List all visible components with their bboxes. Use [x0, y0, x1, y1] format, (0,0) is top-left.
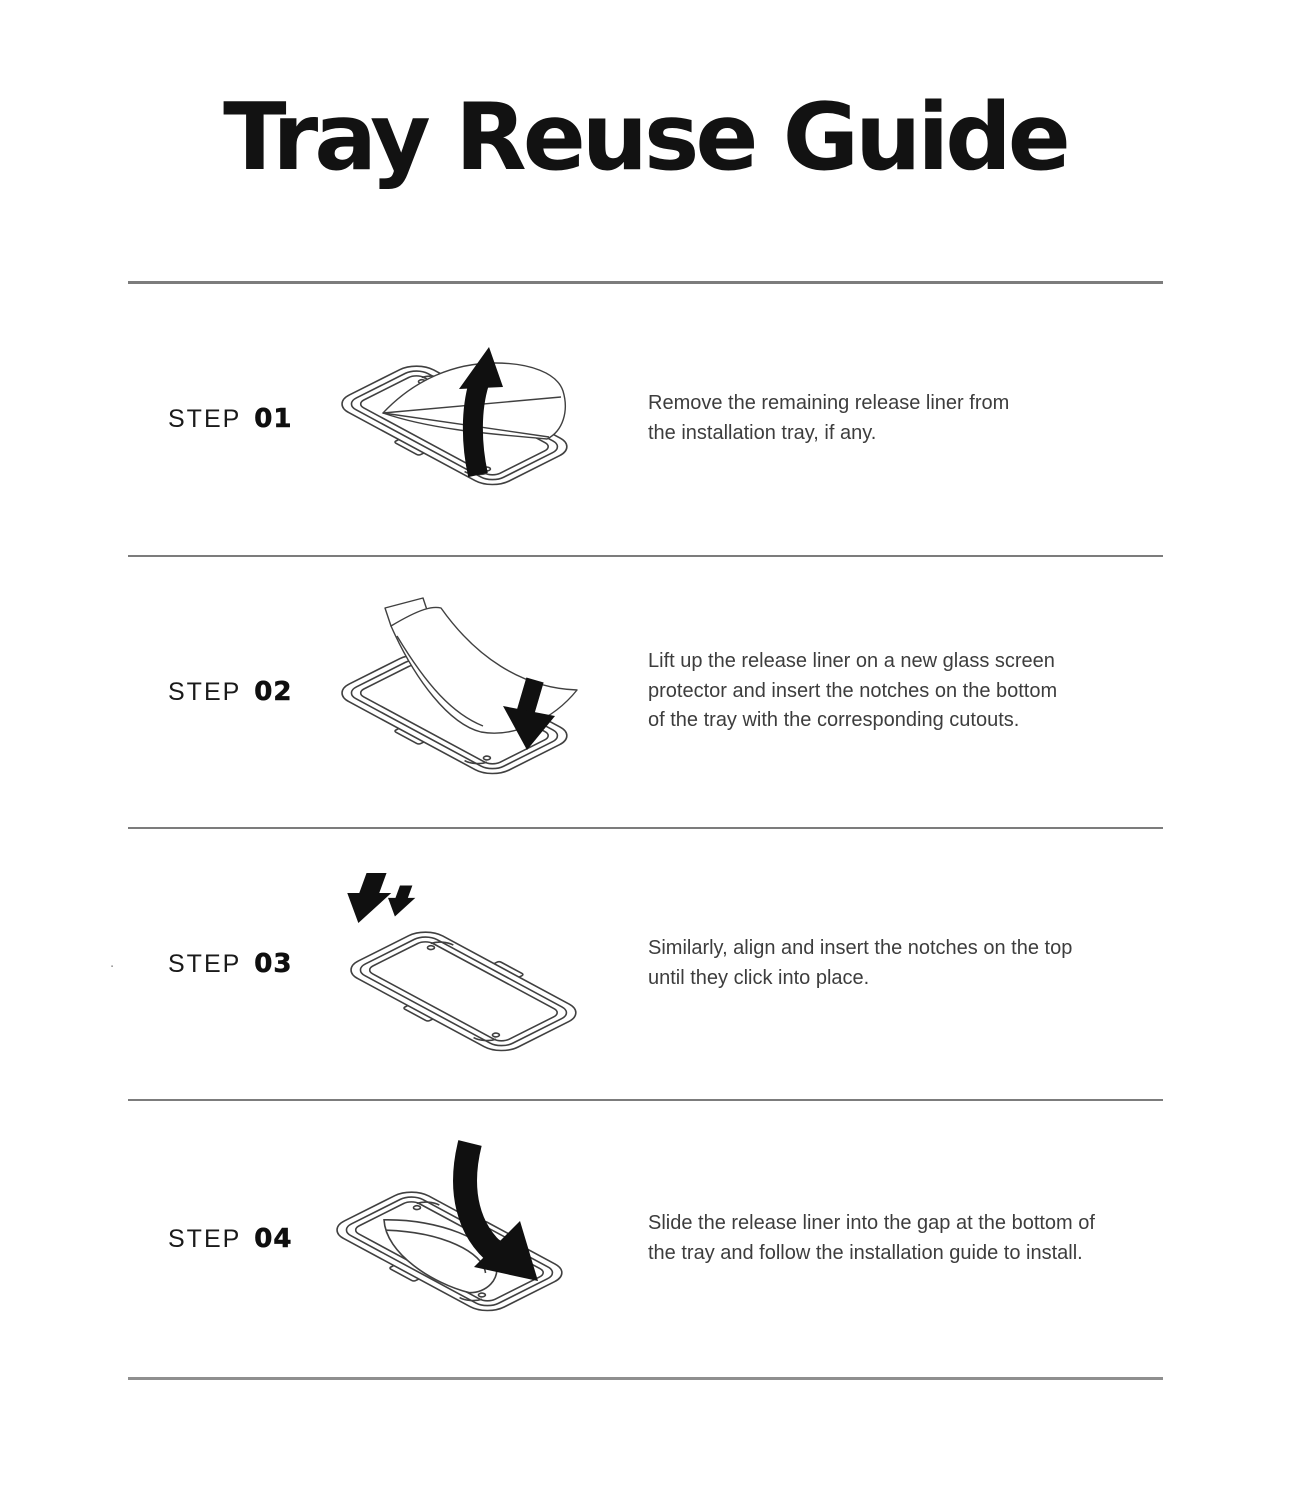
double-arrow-down-icon — [336, 873, 419, 923]
description-line: Slide the release liner into the gap at the bottom of — [648, 1212, 1095, 1234]
step-number: 01 — [254, 403, 293, 434]
step-word: STEP — [168, 677, 242, 706]
step-number: 04 — [254, 1223, 293, 1254]
description-line: Similarly, align and insert the notches on the top — [648, 937, 1073, 959]
step-number: 03 — [254, 948, 293, 979]
step-number: 02 — [254, 676, 293, 707]
tray-illustration-step-01 — [325, 339, 585, 511]
step-row-01 — [0, 282, 1290, 555]
step-description-04 — [648, 1100, 1208, 1377]
description-line: Lift up the release liner on a new glass screen — [648, 650, 1055, 673]
description-line: until they click into place. — [648, 966, 870, 989]
description-line: the tray and follow the installation guide to install. — [648, 1241, 1083, 1264]
tray-illustration-step-03 — [328, 865, 603, 1065]
step-label-04 — [168, 1224, 292, 1254]
tray-illustration-step-02 — [325, 592, 595, 787]
description-line: Remove the remaining release liner from — [648, 392, 1010, 414]
step-word: STEP — [168, 404, 242, 433]
step-word: STEP — [168, 949, 242, 978]
tray-illustration-step-04 — [322, 1135, 592, 1330]
step-label-01 — [168, 404, 292, 434]
step-row-03 — [0, 828, 1290, 1099]
description-line: protector and insert the notches on the bottom — [648, 679, 1058, 702]
step-label-03 — [168, 949, 292, 979]
step-word: STEP — [168, 1224, 242, 1253]
step-description-03 — [648, 828, 1208, 1099]
step-description-01 — [648, 282, 1208, 555]
description-line: the installation tray, if any. — [648, 421, 877, 444]
description-line: of the tray with the corresponding cutouts. — [648, 709, 1020, 732]
divider — [128, 1377, 1163, 1380]
step-row-02 — [0, 556, 1290, 827]
step-row-04 — [0, 1100, 1290, 1377]
step-description-02 — [648, 556, 1208, 827]
stray-mark: . — [110, 954, 115, 971]
step-label-02 — [168, 677, 292, 707]
page-title: Tray Reuse Guide — [223, 83, 1067, 191]
